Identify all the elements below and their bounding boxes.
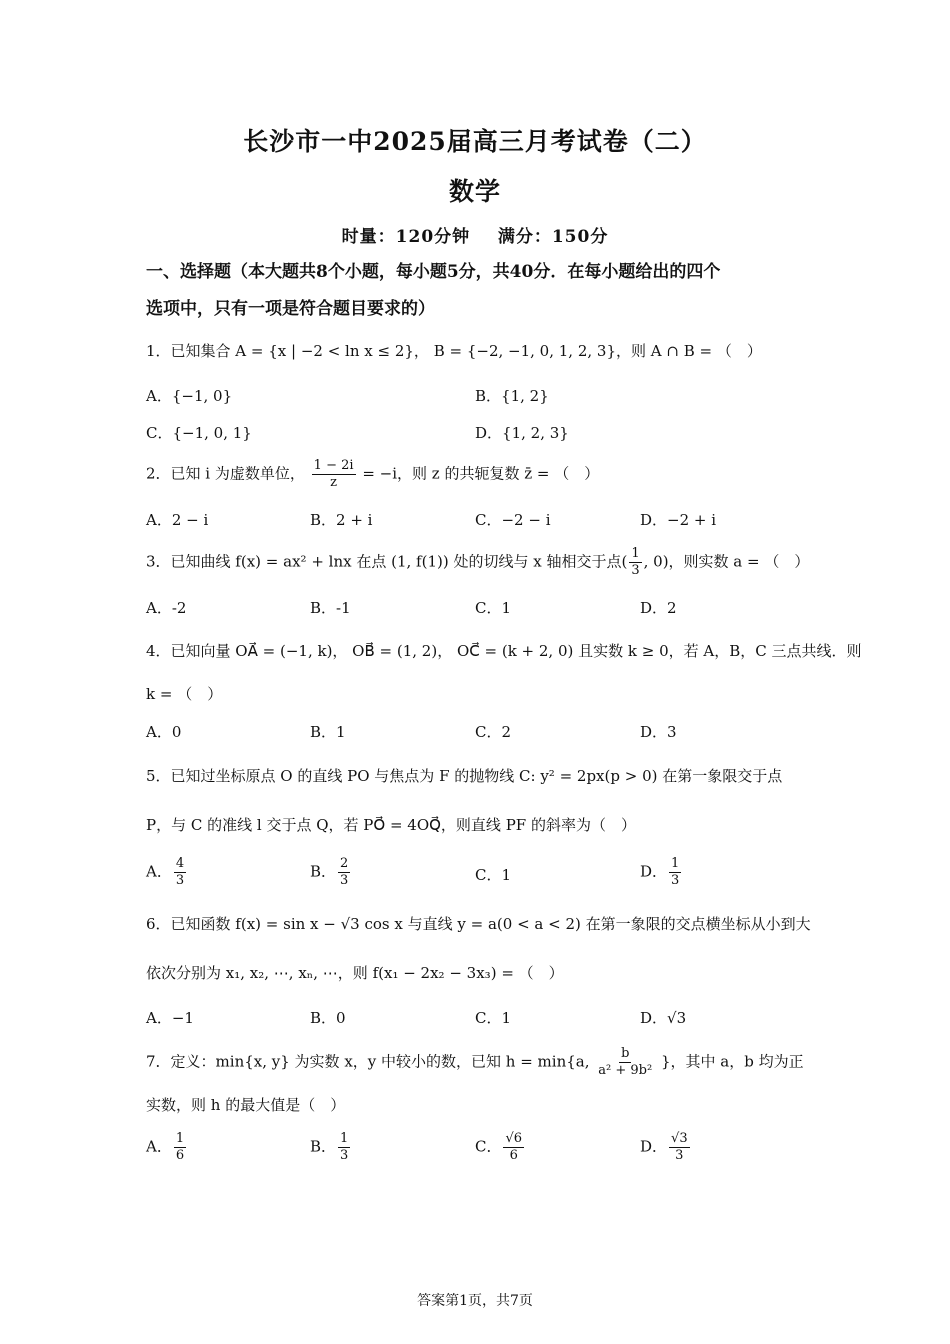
q7-option-a-label: A． [146,1137,172,1156]
time-score-info: 时量：120分钟 满分：150分 [341,227,609,247]
question-2-stem [146,458,811,491]
q7-frac-den: a² + 9b² [598,1063,653,1078]
question-4-stem-line1: 4．已知向量 OA⃗ = (−1, k)， OB⃗ = (1, 2)， OC⃗ = (k + 2, 0) 且实数 k ≥ 0，若 A，B，C 三点共线．则 [146,642,862,660]
q7-b-num: 1 [340,1131,349,1146]
q7-c-den: 6 [509,1148,518,1163]
q7-option-b-frac [338,1131,350,1164]
q7-option-b [310,1131,352,1164]
q5-option-d [640,856,683,889]
question-3-stem [146,546,811,579]
q2-stem-pre: 2．已知 i 为虚数单位， [146,464,305,483]
q7-d-num: √3 [671,1131,688,1146]
q2-stem-post: = −i，则 z 的共轭复数 z̄ = （ ） [362,464,600,483]
q2-fraction [312,458,356,491]
q7-option-d-frac [669,1131,690,1164]
q7-fraction [596,1046,654,1079]
q7-option-c [475,1131,526,1164]
section-heading-line1: 一、选择题（本大题共8个小题，每小题5分，共40分．在每小题给出的四个 [146,262,721,282]
q5-option-b-frac [338,856,350,889]
q7-c-num: √6 [505,1131,523,1146]
q7-b-den: 3 [340,1148,349,1163]
q1-option-a: A．{−1, 0} [146,387,233,405]
q5-option-a-label: A． [146,862,172,881]
q7-option-c-label: C． [475,1137,502,1156]
q5-a-num: 4 [175,856,185,871]
question-1-stem: 1．已知集合 A = {x | −2 < ln x ≤ 2}， B = {−2, −1, 0, 1, 2, 3}，则 A ∩ B = （ ） [146,342,762,360]
q5-option-a [146,856,188,889]
q4-option-d: D．3 [640,723,677,741]
q3-fraction [629,546,641,579]
q6-option-b: B．0 [310,1009,346,1027]
question-5-stem-line2: P，与 C 的准线 l 交于点 Q，若 PO⃗ = 4OQ⃗，则直线 PF 的斜率为（ ） [146,816,636,834]
q5-b-den: 3 [340,873,349,888]
q5-option-d-label: D． [640,862,668,881]
q6-option-d: D．√3 [640,1009,687,1027]
q1-option-d: D．{1, 2, 3} [475,424,569,442]
q3-option-a: A．-2 [146,599,187,617]
q7-option-b-label: B． [310,1137,337,1156]
q7-option-d [640,1131,692,1164]
q7-a-num: 1 [175,1131,185,1146]
section-heading-line2: 选项中，只有一项是符合题目要求的） [146,299,435,319]
q6-option-c: C．1 [475,1009,512,1027]
q7-stem-pre: 7．定义：min{x, y} 为实数 x，y 中较小的数，已知 h = min{a, [146,1052,590,1071]
exam-title: 长沙市一中2025届高三月考试卷（二） [243,127,707,156]
q3-frac-den: 3 [631,563,640,578]
q7-a-den: 6 [175,1148,185,1163]
q3-stem-post: , 0)，则实数 a = （ ） [643,552,810,571]
question-7-stem-line2: 实数，则 h 的最大值是（ ） [146,1096,346,1114]
q5-b-num: 2 [340,856,349,871]
q7-frac-num: b [621,1046,630,1061]
q6-option-a: A．−1 [146,1009,194,1027]
q7-option-d-label: D． [640,1137,668,1156]
q5-option-c: C．1 [475,866,512,884]
page-footer: 答案第1页，共7页 [417,1293,533,1309]
q3-frac-num: 1 [631,546,640,561]
q3-option-c: C．1 [475,599,512,617]
q3-option-d: D．2 [640,599,677,617]
q5-a-den: 3 [175,873,185,888]
q2-frac-num: 1 − 2i [313,458,354,473]
q2-option-a: A．2 − i [146,511,209,529]
question-4-stem-line2: k = （ ） [146,685,223,703]
q4-option-a: A．0 [146,723,182,741]
q2-option-d: D．−2 + i [640,511,717,529]
q7-option-c-frac [503,1131,524,1164]
q3-option-b: B．-1 [310,599,351,617]
question-6-stem-line1: 6．已知函数 f(x) = sin x − √3 cos x 与直线 y = a(0 < a < 2) 在第一象限的交点横坐标从小到大 [146,915,811,933]
q5-d-den: 3 [671,873,680,888]
q7-stem-post: }，其中 a，b 均为正 [661,1052,804,1071]
question-7-stem-line1 [146,1046,811,1079]
q5-option-b-label: B． [310,862,337,881]
q2-option-b: B．2 + i [310,511,373,529]
q7-option-a-frac [174,1131,186,1164]
q4-option-b: B．1 [310,723,346,741]
subject-title: 数学 [448,177,501,206]
q1-option-b: B．{1, 2} [475,387,549,405]
q7-option-a [146,1131,188,1164]
question-5-stem-line1: 5．已知过坐标原点 O 的直线 PO 与焦点为 F 的抛物线 C: y² = 2px(p > 0) 在第一象限交于点 [146,767,783,785]
q2-frac-den: z [330,475,338,490]
q2-option-c: C．−2 − i [475,511,551,529]
q5-d-num: 1 [671,856,680,871]
q5-option-b [310,856,352,889]
question-6-stem-line2: 依次分别为 x₁, x₂, ⋯, xₙ, ⋯，则 f(x₁ − 2x₂ − 3x₃) = （ ） [146,964,564,982]
q3-point-open: ( [621,552,628,571]
q4-option-c: C．2 [475,723,512,741]
q3-stem-pre: 3．已知曲线 f(x) = ax² + lnx 在点 (1, f(1)) 处的切线与 x 轴相交于点 [146,552,622,571]
q5-option-a-frac [174,856,186,889]
q5-option-d-frac [669,856,681,889]
q1-option-c: C．{−1, 0, 1} [146,424,252,442]
q7-d-den: 3 [675,1148,684,1163]
